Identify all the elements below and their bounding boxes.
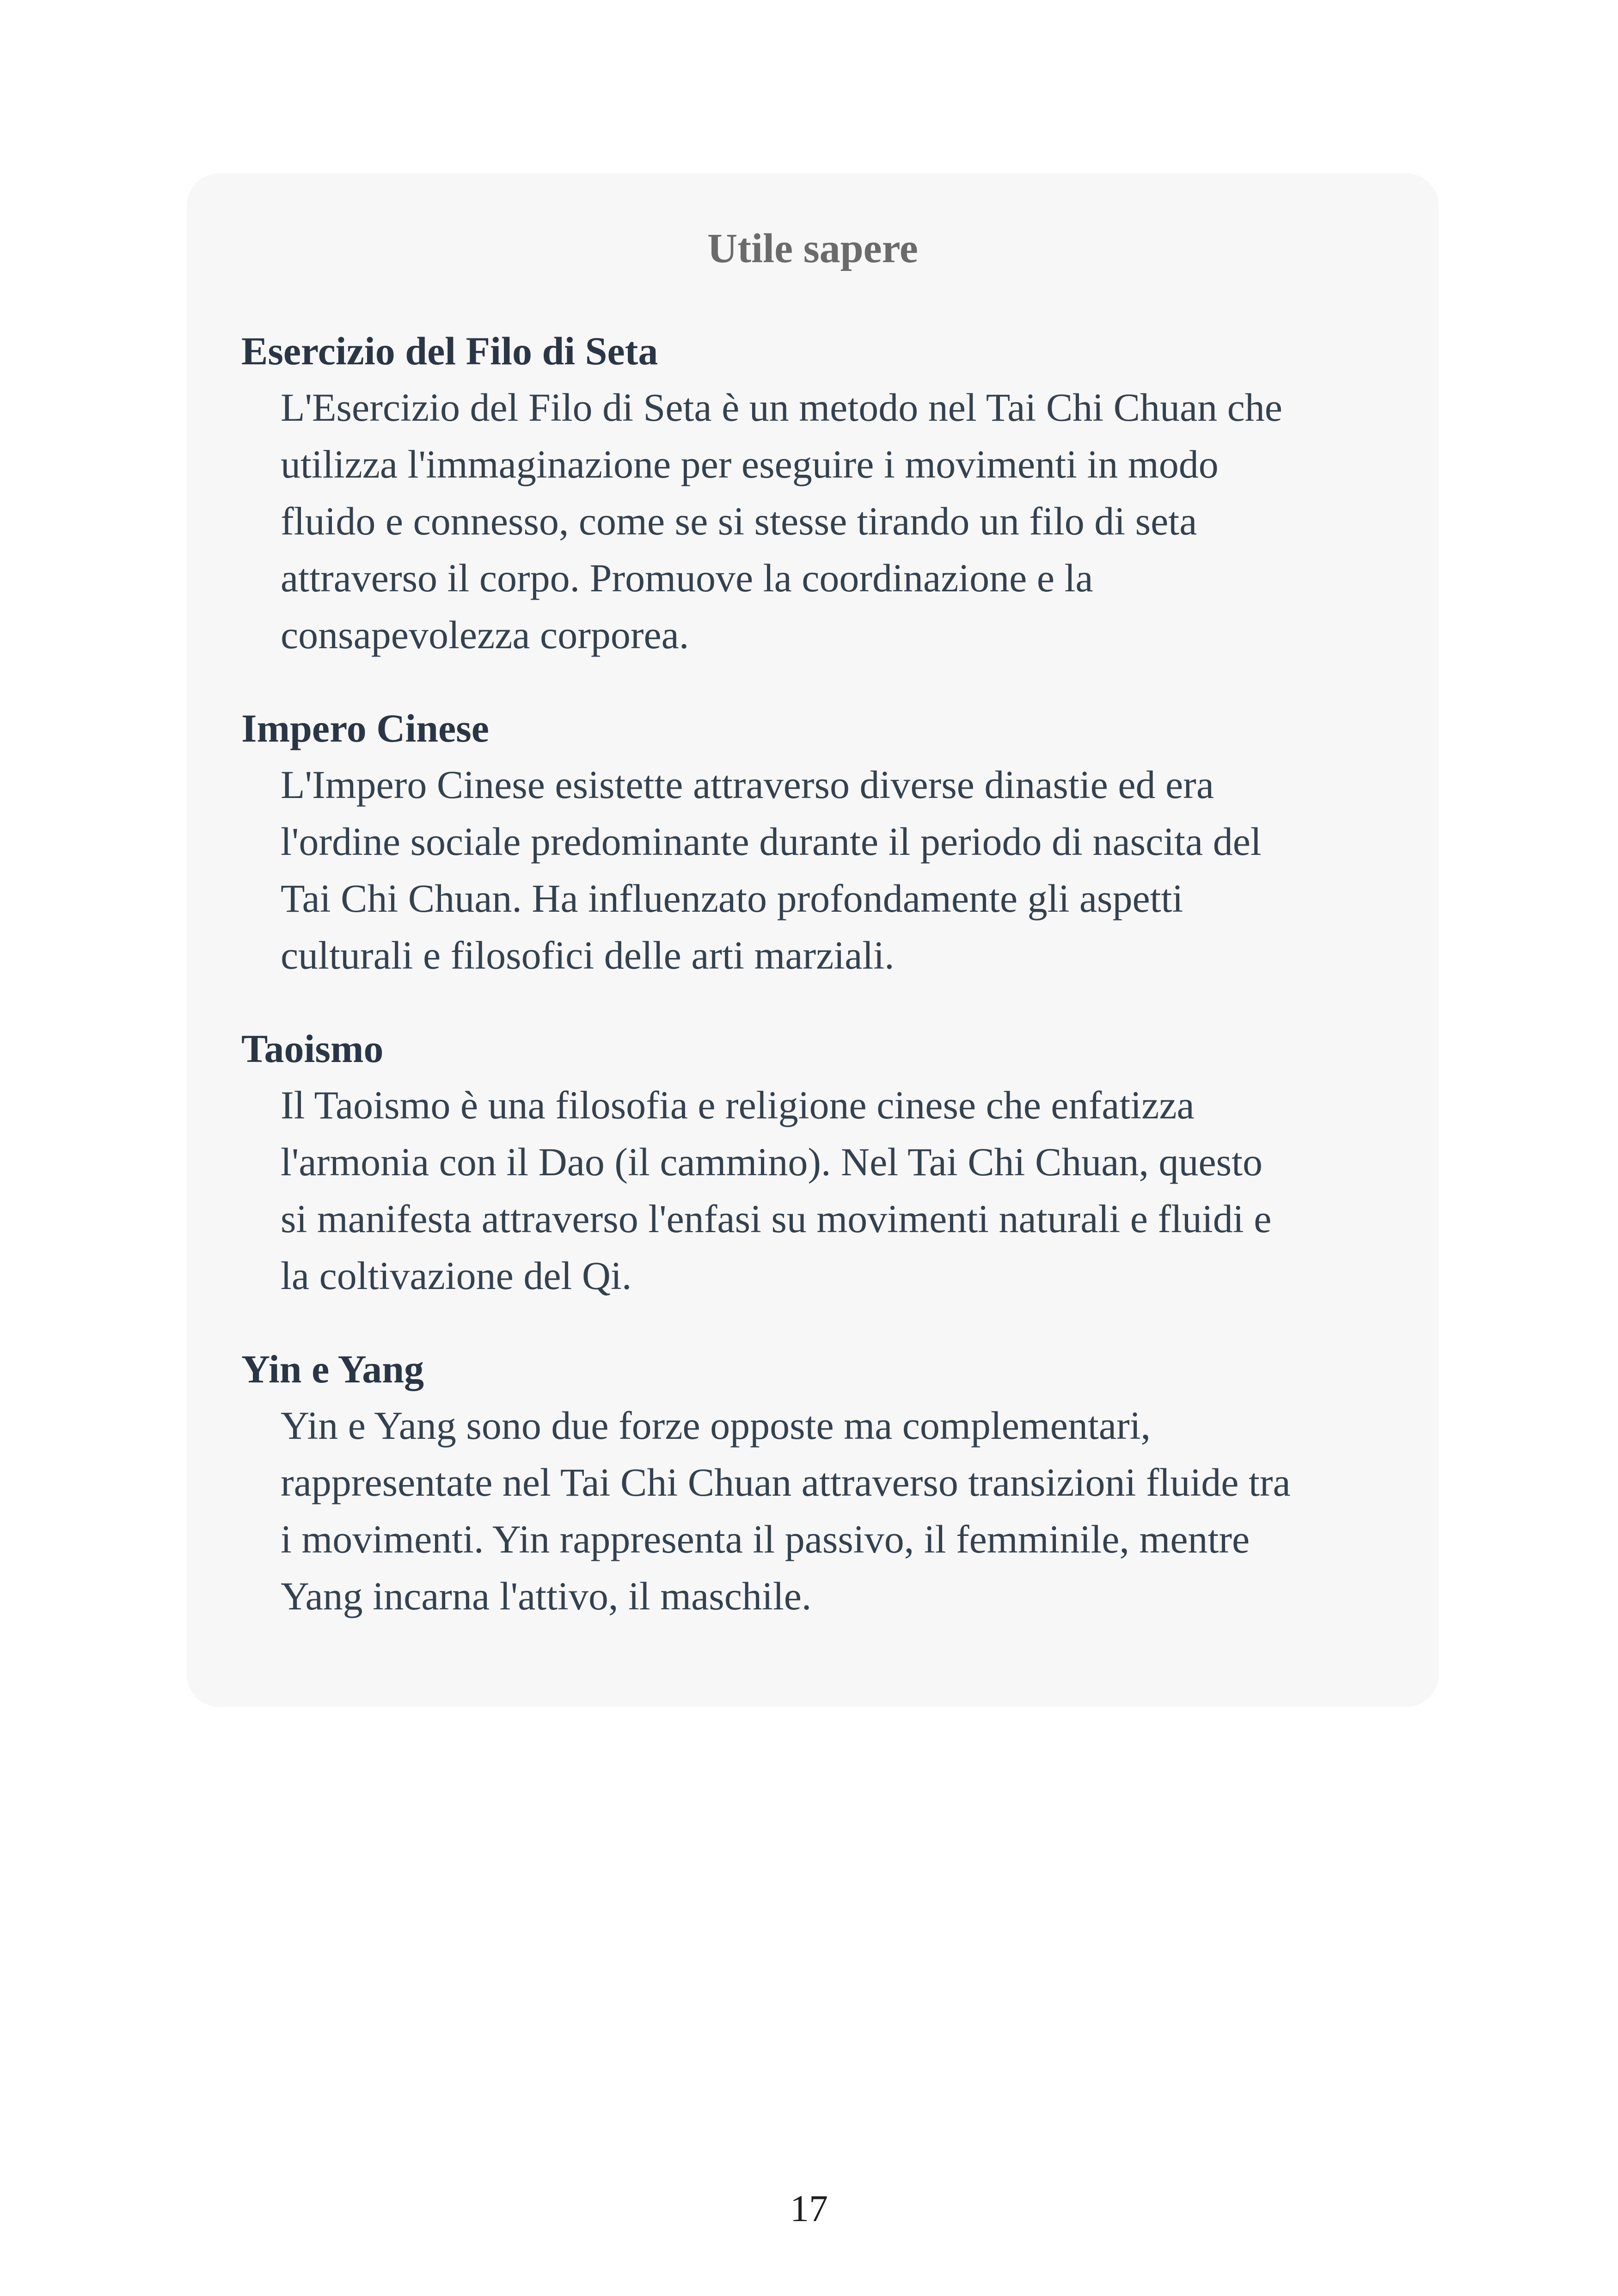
glossary-definition: [281, 379, 1388, 663]
page-number: 17: [790, 2187, 828, 2229]
definition-line: l'armonia con il Dao (il cammino). Nel Tai Chi Chuan, questo: [281, 1140, 1263, 1184]
glossary-entry: [241, 700, 1388, 984]
glossary-definition: [281, 1077, 1388, 1304]
definition-line: attraverso il corpo. Promuove la coordinazione e la: [281, 556, 1093, 600]
glossary-entry: [241, 1020, 1388, 1304]
definition-line: L'Impero Cinese esistette attraverso diverse dinastie ed era: [281, 762, 1214, 807]
glossary-entry: [241, 1341, 1388, 1625]
definition-line: Tai Chi Chuan. Ha influenzato profondamente gli aspetti: [281, 876, 1183, 921]
info-box: [187, 173, 1439, 1707]
glossary-term: Yin e Yang: [241, 1347, 424, 1391]
glossary-term: Esercizio del Filo di Seta: [241, 329, 658, 373]
glossary-definition: [281, 756, 1388, 984]
definition-line: i movimenti. Yin rappresenta il passivo, il femminile, mentre: [281, 1517, 1250, 1561]
definition-line: Yang incarna l'attivo, il maschile.: [281, 1574, 812, 1618]
definition-line: rappresentate nel Tai Chi Chuan attraverso transizioni fluide tra: [281, 1460, 1291, 1504]
glossary-term: Impero Cinese: [241, 706, 489, 750]
definition-line: culturali e filosofici delle arti marziali.: [281, 933, 895, 977]
definition-line: utilizza l'immaginazione per eseguire i movimenti in modo: [281, 442, 1219, 486]
info-box-title: Utile sapere: [707, 226, 918, 271]
glossary-list: [241, 323, 1388, 1661]
glossary-term: Taoismo: [241, 1026, 384, 1071]
definition-line: Yin e Yang sono due forze opposte ma complementari,: [281, 1403, 1151, 1448]
definition-line: L'Esercizio del Filo di Seta è un metodo nel Tai Chi Chuan che: [281, 385, 1282, 430]
definition-line: l'ordine sociale predominante durante il periodo di nascita del: [281, 819, 1262, 864]
definition-line: fluido e connesso, come se si stesse tirando un filo di seta: [281, 499, 1197, 543]
definition-line: Il Taoismo è una filosofia e religione cinese che enfatizza: [281, 1083, 1195, 1127]
definition-line: la coltivazione del Qi.: [281, 1253, 632, 1298]
definition-line: si manifesta attraverso l'enfasi su movimenti naturali e fluidi e: [281, 1197, 1272, 1241]
definition-line: consapevolezza corporea.: [281, 613, 689, 657]
glossary-entry: [241, 323, 1388, 663]
glossary-definition: [281, 1397, 1388, 1625]
